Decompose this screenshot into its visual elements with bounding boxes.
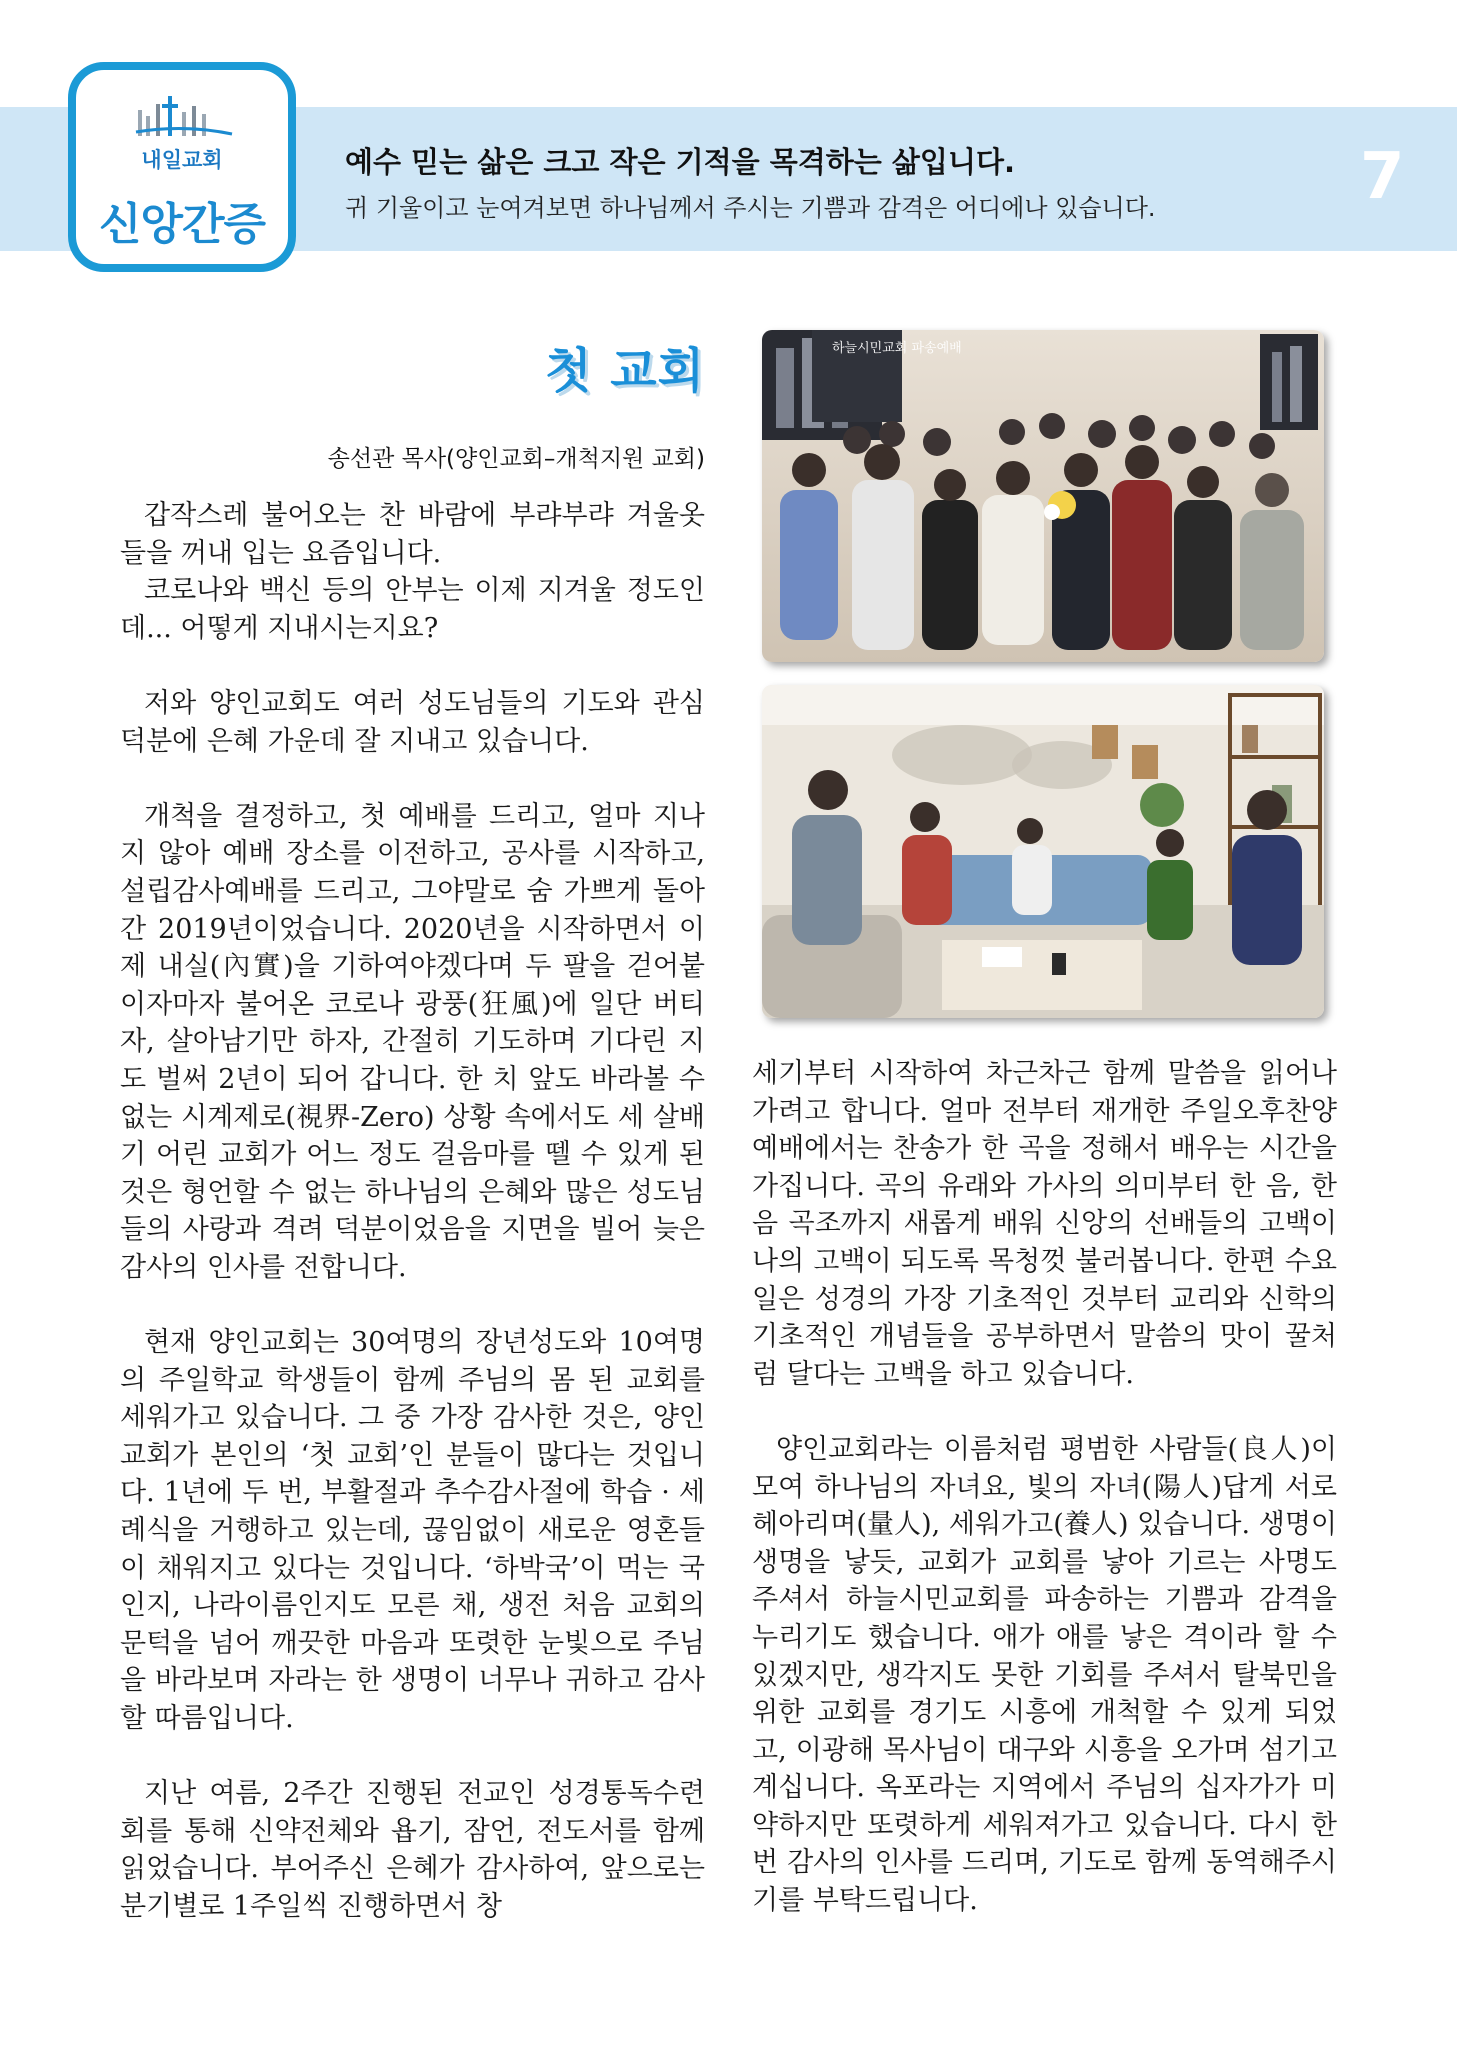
article-author: 송선관 목사(양인교회–개척지원 교회) xyxy=(327,446,705,472)
paragraph: 저와 양인교회도 여러 성도님들의 기도와 관심 덕분에 은혜 가운데 잘 지내고 있습니다. xyxy=(120,687,705,757)
page-number: 7 xyxy=(1360,140,1405,214)
photo-banner-text: 하늘시민교회 파송예배 xyxy=(832,341,962,356)
paragraph: 코로나와 백신 등의 안부는 이제 지겨울 정도인데... 어떻게 지내시는지요? xyxy=(120,575,705,644)
section-logo xyxy=(68,62,296,272)
section-title: 신앙간증 xyxy=(98,199,265,250)
church-name: 내일교회 xyxy=(141,148,223,172)
paragraph: 양인교회라는 이름처럼 평범한 사람들(良人)이 모여 하나님의 자녀요, 빛의 자녀(陽人)답게 서로 헤아리며(量人), 세워가고(養人) 있습니다. 생명이 생명을 낳듯, 교회가 교회를 낳아 기르는 사명도 주셔서 하늘시민교회를 파송하는 기쁨과 감격을 누리기도 했습니다. 애가 애를 낳은 격이라 할 수 있겠지만, 생각지도 못한 기회를 주셔서 탈북민을 위한 교회를 경기도 시흥에 개척할 수 있게 되었고, 이광해 목사님이 대구와 시흥을 오가며 섬기고 계십니다. 옥포라는 지역에서 주님의 십자가가 미약하지만 또렷하게 세워져가고 있습니다. 다시 한 번 감사의 인사를 드리며, 기도로 함께 동역해주시기를 부탁드립니다. xyxy=(752,1433,1337,1917)
church-skyline-icon xyxy=(134,94,234,140)
paragraph: 지난 여름, 2주간 진행된 전교인 성경통독수련회를 통해 신약전체와 욥기, 잠언, 전도서를 함께 읽었습니다. 부어주신 은혜가 감사하여, 앞으로는 분기별로 1주일씩 진행하면서 창 xyxy=(120,1778,705,1922)
paragraph: 현재 양인교회는 30여명의 장년성도와 10여명의 주일학교 학생들이 함께 주님의 몸 된 교회를 세워가고 있습니다. 그 중 가장 감사한 것은, 양인교회가 본인의 ‘첫 교회’인 분들이 많다는 것입니다. 1년에 두 번, 부활절과 추수감사절에 학습 · 세례식을 거행하고 있는데, 끊임없이 새로운 영혼들이 채워지고 있다는 것입니다. ‘하박국’이 먹는 국인지, 나라이름인지도 모른 채, 생전 처음 교회의 문턱을 넘어 깨끗한 마음과 또렷한 눈빛으로 주님을 바라보며 자라는 한 생명이 너무나 귀하고 감사할 따름입니다. xyxy=(120,1327,705,1734)
article-left-column xyxy=(120,497,705,1926)
article-right-column xyxy=(752,1055,1337,1920)
paragraph: 갑작스레 불어오는 찬 바람에 부랴부랴 겨울옷들을 꺼내 입는 요즘입니다. xyxy=(120,500,705,569)
article-title: 첫 교회 xyxy=(545,343,705,399)
header-main-line: 예수 믿는 삶은 크고 작은 기적을 목격하는 삶입니다. xyxy=(345,145,1015,179)
group-photo xyxy=(762,330,1324,662)
meeting-photo xyxy=(762,685,1324,1018)
paragraph: 개척을 결정하고, 첫 예배를 드리고, 얼마 지나지 않아 예배 장소를 이전하고, 공사를 시작하고, 설립감사예배를 드리고, 그야말로 숨 가쁘게 돌아간 2019년이었습니다. 2020년을 시작하면서 이제 내실(內實)을 기하여야겠다며 두 팔을 걷어붙이자마자 불어온 코로나 광풍(狂風)에 일단 버티자, 살아남기만 하자, 간절히 기도하며 기다린 지도 벌써 2년이 되어 갑니다. 한 치 앞도 바라볼 수 없는 시계제로(視界-Zero) 상황 속에서도 세 살배기 어린 교회가 어느 정도 걸음마를 뗄 수 있게 된 것은 형언할 수 없는 하나님의 은혜와 많은 성도님들의 사랑과 격려 덕분이었음을 지면을 빌어 늦은 감사의 인사를 전합니다. xyxy=(120,800,705,1283)
paragraph: 세기부터 시작하여 차근차근 함께 말씀을 읽어나가려고 합니다. 얼마 전부터 재개한 주일오후찬양예배에서는 찬송가 한 곡을 정해서 배우는 시간을 가집니다. 곡의 유래와 가사의 의미부터 한 음, 한 음 곡조까지 새롭게 배워 신앙의 선배들의 고백이 나의 고백이 되도록 목청껏 불러봅니다. 한편 수요일은 성경의 가장 기초적인 것부터 교리와 신학의 기초적인 개념들을 공부하면서 말씀의 맛이 꿀처럼 달다는 고백을 하고 있습니다. xyxy=(752,1058,1337,1390)
header-sub-line: 귀 기울이고 눈여겨보면 하나님께서 주시는 기쁨과 감격은 어디에나 있습니다. xyxy=(345,194,1156,222)
